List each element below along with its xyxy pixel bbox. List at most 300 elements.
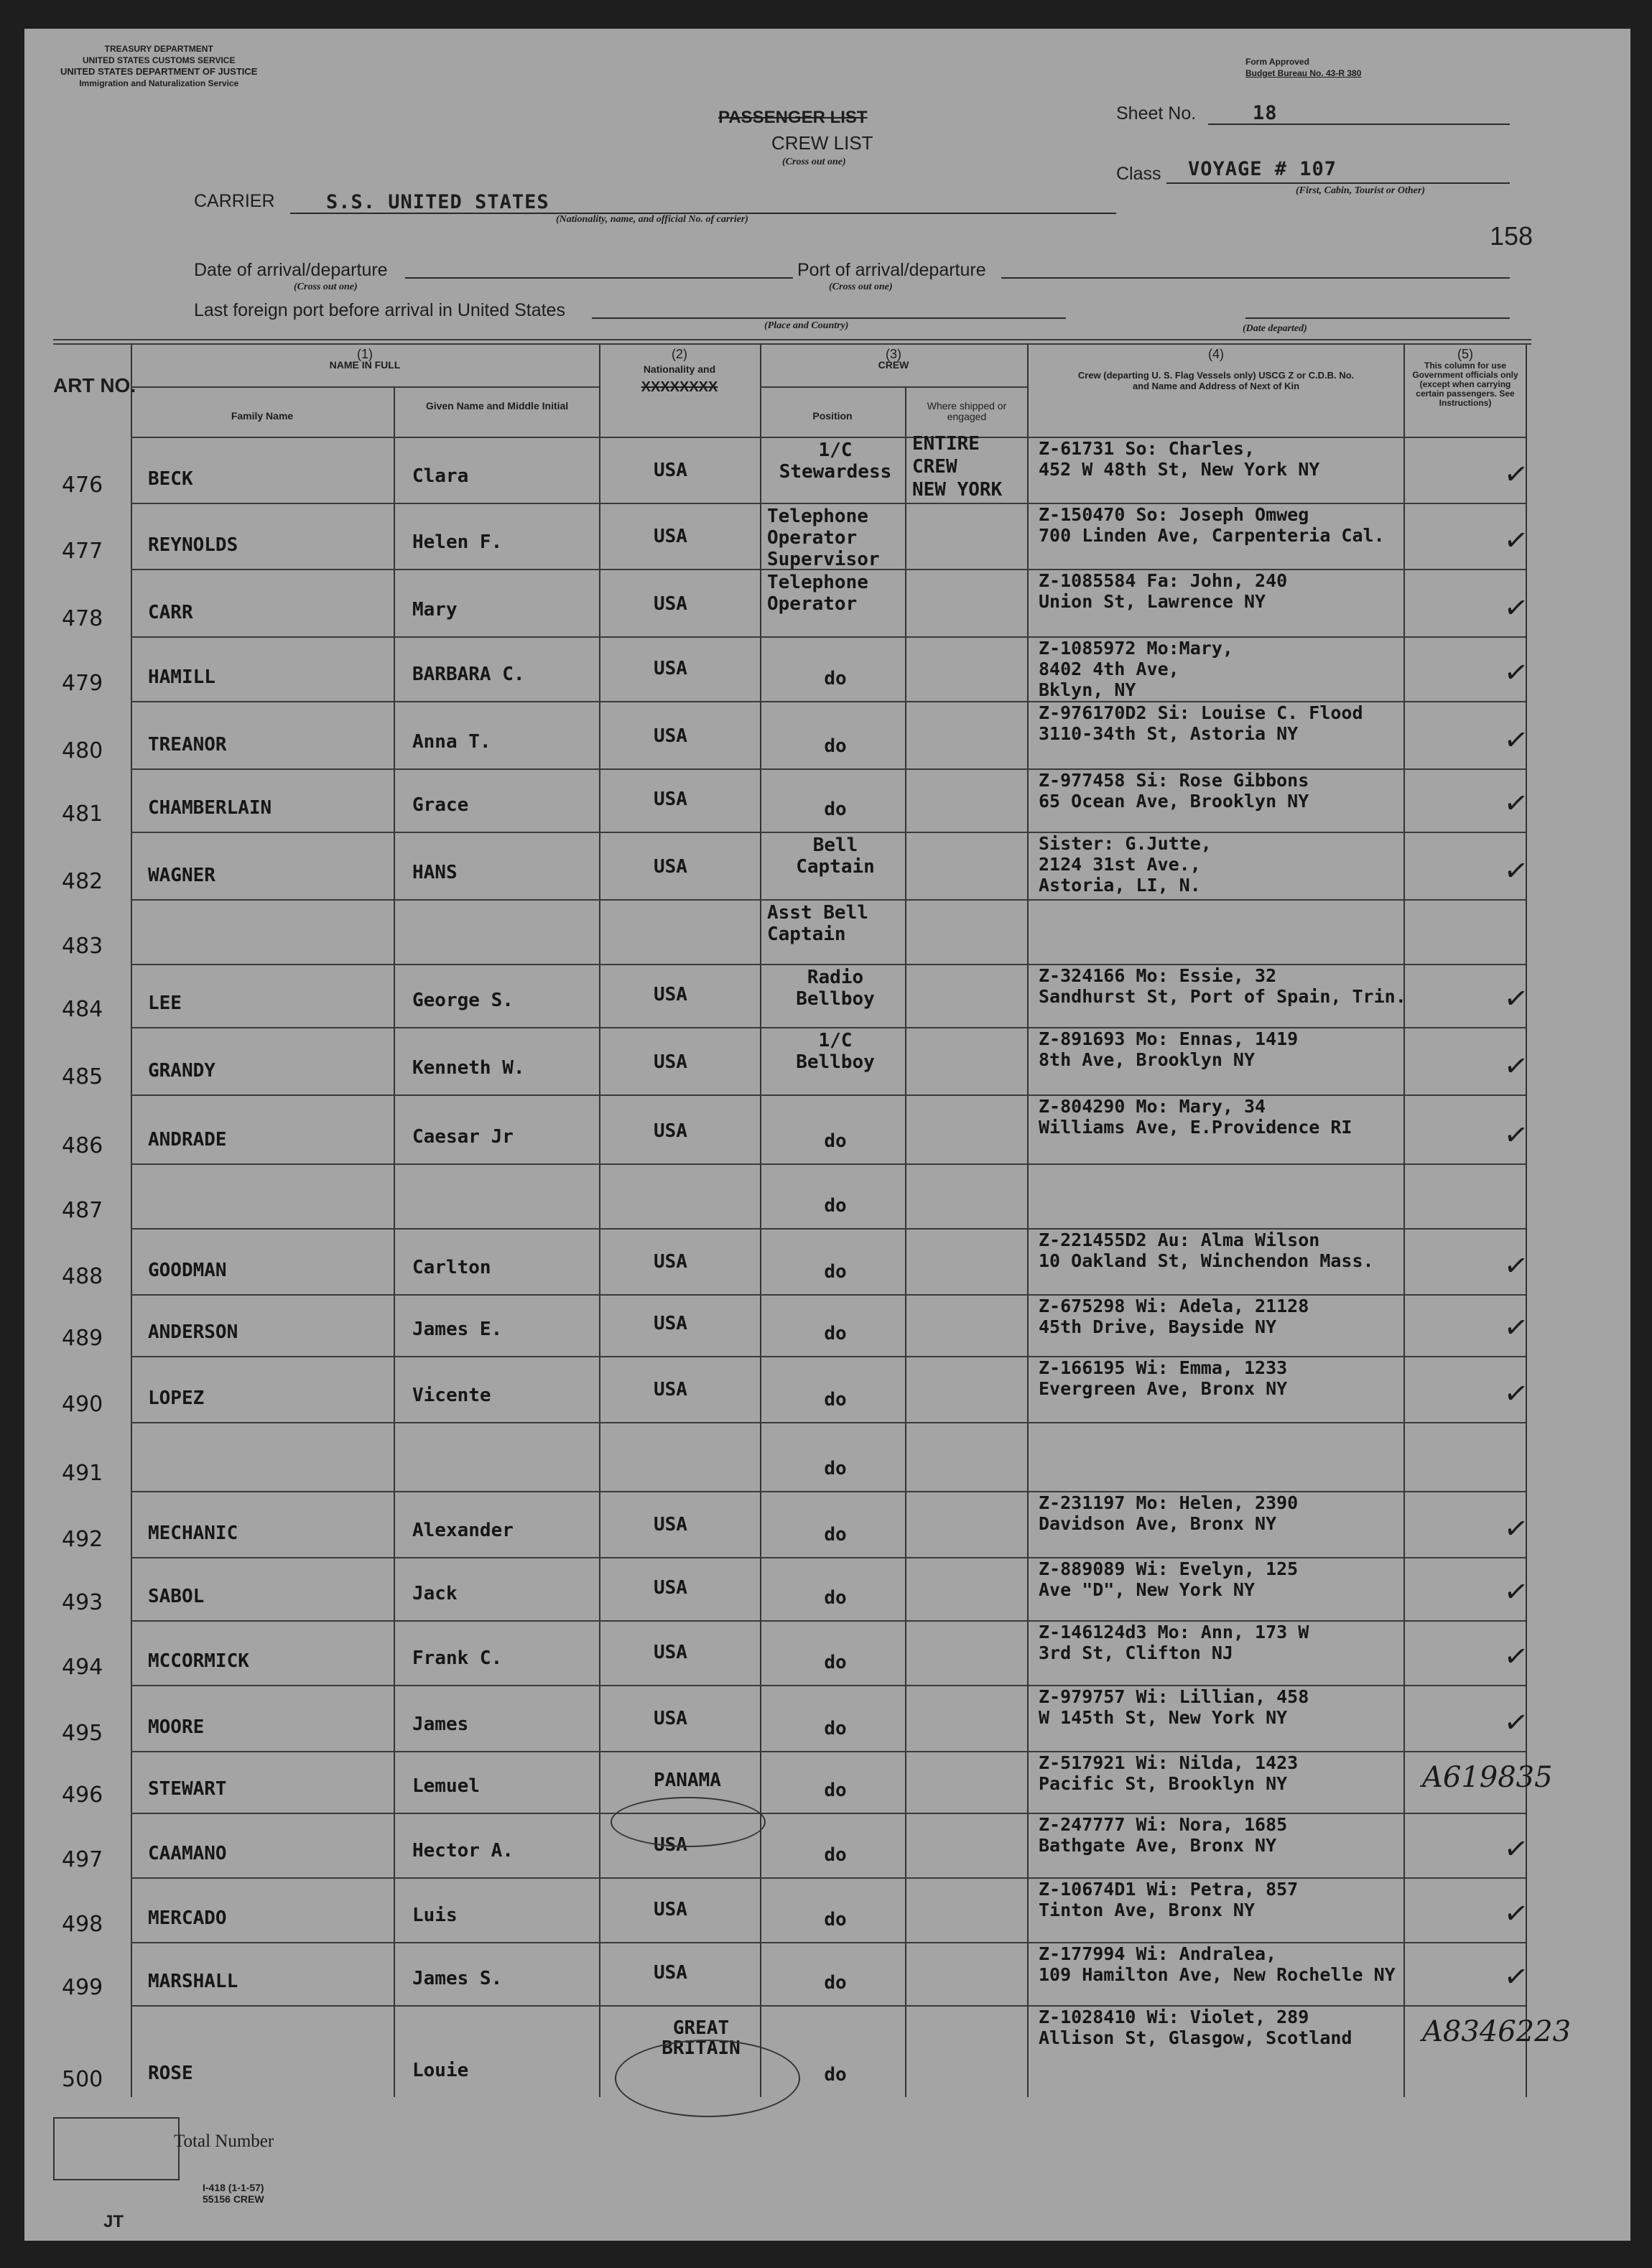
check-mark: ✓ — [1501, 1638, 1531, 1676]
given-name: Mary — [412, 599, 458, 621]
kin-line: Z-675298 Wi: Adela, 21128 — [1039, 1296, 1309, 1316]
art-number: 477 — [62, 539, 103, 564]
nationality-circle — [611, 1797, 766, 1847]
col-divider — [905, 388, 906, 2097]
col-divider — [1403, 345, 1405, 2097]
kin-line: 65 Ocean Ave, Brooklyn NY — [1039, 791, 1309, 812]
next-of-kin — [1039, 702, 1363, 744]
next-of-kin — [1039, 1622, 1309, 1663]
kin-line: 10 Oakland St, Winchendon Mass. — [1039, 1250, 1374, 1271]
position-line: 1/C — [818, 1030, 853, 1051]
position — [767, 1909, 904, 1930]
list-type-crossed: PASSENGER LIST — [718, 108, 868, 127]
last-port-label: Last foreign port before arrival in United States — [194, 300, 565, 320]
date-line — [405, 277, 793, 279]
position-line: do — [824, 1718, 847, 1739]
date-departed-note: (Date departed) — [1243, 323, 1307, 334]
kin-line: Pacific St, Brooklyn NY — [1039, 1773, 1288, 1794]
form-code: 55156 CREW — [203, 2193, 264, 2205]
nationality: USA — [654, 658, 687, 679]
col5-title: This column for use Government officials only (except when carrying certain passengers. See Instructions) — [1412, 361, 1518, 408]
family-name: LEE — [148, 993, 182, 1014]
family-name: MECHANIC — [148, 1523, 238, 1544]
nationality: USA — [654, 1251, 687, 1273]
family-name: MARSHALL — [148, 1971, 238, 1992]
kin-line: W 145th St, New York NY — [1039, 1707, 1288, 1728]
position — [767, 1130, 904, 1152]
given-name: Caesar Jr — [412, 1126, 514, 1148]
col5-header — [1405, 349, 1526, 408]
kin-line: Z-979757 Wi: Lillian, 458 — [1039, 1686, 1309, 1707]
next-of-kin — [1039, 1357, 1287, 1399]
nationality: USA — [654, 1120, 687, 1142]
position — [767, 835, 904, 878]
col2-header — [599, 349, 760, 393]
position — [767, 440, 904, 483]
col-position: Position — [812, 410, 853, 422]
subheader-rule — [760, 386, 1027, 388]
date-note: (Cross out one) — [294, 282, 358, 292]
row-rule — [131, 1751, 1526, 1752]
check-mark: ✓ — [1501, 1574, 1531, 1611]
col-art-no: ART NO. — [53, 374, 136, 396]
position — [767, 799, 904, 820]
kin-line: Z-61731 So: Charles, — [1039, 438, 1256, 459]
kin-line: Z-977458 Si: Rose Gibbons — [1039, 770, 1309, 791]
given-name: James S. — [412, 1968, 503, 1989]
port-label: Port of arrival/departure — [797, 260, 986, 280]
official-annotation: A619835 — [1422, 1761, 1553, 1794]
art-number: 478 — [62, 606, 103, 631]
next-of-kin — [1039, 965, 1406, 1007]
position — [767, 1652, 904, 1673]
art-number: 480 — [62, 738, 103, 763]
col4-header — [1029, 349, 1403, 391]
col4-number: (4) — [1208, 347, 1224, 361]
row-rule — [131, 1620, 1526, 1622]
kin-line: Z-1085972 Mo:Mary, — [1039, 638, 1233, 659]
shipped-line: CREW — [912, 456, 957, 478]
col4-title: Crew (departing U. S. Flag Vessels only) USCG Z or C.D.B. No. and Name and Address of Next of Kin — [1077, 370, 1355, 391]
kin-line: 8th Ave, Brooklyn NY — [1039, 1049, 1256, 1070]
last-port-line — [592, 317, 1066, 319]
position-line: do — [824, 668, 847, 689]
family-name: LOPEZ — [148, 1388, 205, 1409]
position-line: Operator — [767, 527, 858, 549]
family-name: TREANOR — [148, 734, 227, 756]
nationality: USA — [654, 1577, 687, 1599]
art-number: 498 — [62, 1912, 103, 1937]
family-name: GOODMAN — [148, 1260, 227, 1281]
position-line: Asst Bell — [767, 902, 868, 924]
check-mark: ✓ — [1501, 1117, 1531, 1154]
position-line: Bellboy — [796, 988, 875, 1010]
position — [767, 572, 904, 615]
art-number: 482 — [62, 869, 103, 894]
col-divider — [599, 345, 600, 2097]
check-mark: ✓ — [1501, 1704, 1531, 1742]
kin-line: Evergreen Ave, Bronx NY — [1039, 1378, 1288, 1399]
col2-title: Nationality and — [643, 363, 716, 375]
family-name: CHAMBERLAIN — [148, 797, 272, 819]
kin-line: Z-231197 Mo: Helen, 2390 — [1039, 1492, 1299, 1513]
kin-line: Z-177994 Wi: Andralea, — [1039, 1943, 1277, 1964]
initials: JT — [103, 2212, 124, 2231]
position-line: do — [824, 1389, 847, 1410]
col3-number: (3) — [886, 347, 901, 361]
position-line: Bellboy — [796, 1051, 875, 1073]
position-line: do — [824, 1844, 847, 1866]
art-number: 492 — [62, 1527, 103, 1552]
agency-line: Immigration and Naturalization Service — [79, 78, 239, 88]
kin-line: Astoria, LI, N. — [1039, 875, 1201, 896]
kin-line: Z-517921 Wi: Nilda, 1423 — [1039, 1752, 1299, 1773]
col1-title: NAME IN FULL — [329, 359, 401, 371]
row-rule — [131, 1685, 1526, 1686]
next-of-kin — [1039, 2007, 1352, 2048]
col-divider — [394, 388, 395, 2097]
position-line: do — [824, 1130, 847, 1152]
check-mark: ✓ — [1501, 1309, 1531, 1347]
position-line: Radio — [807, 967, 864, 988]
carrier-value: S.S. UNITED STATES — [326, 191, 549, 213]
form-approved: Form Approved — [1245, 57, 1309, 67]
budget-bureau: Budget Bureau No. 43-R 380 — [1245, 68, 1362, 78]
position-line: Captain — [767, 924, 846, 945]
next-of-kin — [1039, 1230, 1374, 1271]
shipped-line: NEW YORK — [912, 479, 1003, 501]
class-label: Class — [1116, 164, 1161, 184]
family-name: ANDERSON — [148, 1321, 238, 1343]
check-mark: ✓ — [1501, 852, 1531, 890]
given-name: HANS — [412, 862, 458, 883]
kin-line: 700 Linden Ave, Carpenteria Cal. — [1039, 525, 1385, 546]
position-line: do — [824, 1261, 847, 1283]
family-name: MCCORMICK — [148, 1650, 249, 1672]
position-line: do — [824, 1780, 847, 1801]
position-line: do — [824, 1652, 847, 1673]
class-line — [1166, 182, 1510, 184]
col-divider — [1027, 345, 1029, 2097]
art-number: 484 — [62, 997, 103, 1022]
position-line: Bell — [812, 835, 858, 856]
position-line: Operator — [767, 593, 858, 615]
nationality: PANAMA — [654, 1770, 721, 1791]
kin-line: Sister: G.Jutte, — [1039, 833, 1212, 854]
family-name: HAMILL — [148, 666, 215, 688]
position — [767, 735, 904, 757]
row-rule — [131, 768, 1526, 770]
position — [767, 668, 904, 689]
position — [767, 1587, 904, 1609]
kin-line: 8402 4th Ave, — [1039, 659, 1179, 679]
kin-line: 2124 31st Ave., — [1039, 854, 1201, 875]
kin-line: Sandhurst St, Port of Spain, Trin. — [1039, 986, 1406, 1007]
col2-crossed: XXXXXXXX — [641, 379, 718, 395]
next-of-kin — [1039, 1558, 1298, 1600]
col3-title: CREW — [878, 359, 909, 371]
row-rule — [131, 832, 1526, 833]
agency-line: UNITED STATES DEPARTMENT OF JUSTICE — [60, 66, 258, 77]
row-rule — [131, 1356, 1526, 1357]
next-of-kin — [1039, 1492, 1298, 1534]
kin-line: Z-891693 Mo: Ennas, 1419 — [1039, 1028, 1299, 1049]
given-name: Frank C. — [412, 1647, 503, 1669]
row-rule — [131, 899, 1526, 901]
position-line: Stewardess — [779, 461, 892, 483]
col-family-name: Family Name — [231, 410, 294, 422]
given-name: Helen F. — [412, 531, 503, 553]
next-of-kin — [1039, 1943, 1396, 1985]
kin-line: Z-166195 Wi: Emma, 1233 — [1039, 1357, 1288, 1378]
family-name: MOORE — [148, 1716, 205, 1738]
page-number: 158 — [1490, 221, 1533, 251]
family-name: ANDRADE — [148, 1129, 227, 1151]
kin-line: 452 W 48th St, New York NY — [1039, 459, 1320, 480]
family-name: GRANDY — [148, 1060, 215, 1082]
kin-line: Z-1085584 Fa: John, 240 — [1039, 570, 1288, 591]
given-name: BARBARA C. — [412, 664, 525, 685]
position-line: do — [824, 1458, 847, 1479]
table-top-rule — [53, 343, 1531, 345]
given-name: Jack — [412, 1583, 458, 1604]
shipped-line: ENTIRE — [912, 433, 980, 455]
check-mark: ✓ — [1501, 1831, 1531, 1868]
row-rule — [131, 1491, 1526, 1492]
next-of-kin — [1039, 770, 1309, 812]
check-mark: ✓ — [1501, 1247, 1531, 1285]
cross-out-note: (Cross out one) — [782, 157, 846, 167]
position-line: do — [824, 735, 847, 757]
next-of-kin — [1039, 570, 1287, 612]
official-annotation: A8346223 — [1422, 2015, 1572, 2048]
nationality: USA — [654, 1899, 687, 1920]
given-name: Carlton — [412, 1257, 491, 1278]
nationality: USA — [654, 725, 687, 747]
family-name: CARR — [148, 602, 193, 623]
position-line: do — [824, 2064, 847, 2086]
row-rule — [131, 1557, 1526, 1558]
art-number: 500 — [62, 2067, 103, 2092]
position — [767, 1972, 904, 1994]
next-of-kin — [1039, 1814, 1287, 1856]
col-where-shipped: Where shipped or engaged — [927, 400, 1007, 422]
port-note: (Cross out one) — [829, 282, 893, 292]
art-number: 497 — [62, 1847, 103, 1872]
next-of-kin — [1039, 1296, 1309, 1337]
row-rule — [131, 1877, 1526, 1879]
kin-line: Z-247777 Wi: Nora, 1685 — [1039, 1814, 1288, 1835]
class-note: (First, Cabin, Tourist or Other) — [1296, 185, 1425, 196]
nationality: USA — [654, 1834, 687, 1856]
next-of-kin — [1039, 1028, 1298, 1070]
kin-line: Bathgate Ave, Bronx NY — [1039, 1835, 1277, 1856]
row-rule — [131, 1294, 1526, 1296]
art-number: 485 — [62, 1064, 103, 1089]
nationality: USA — [654, 460, 687, 481]
given-name: George S. — [412, 990, 514, 1011]
nationality: USA — [654, 593, 687, 615]
list-type: CREW LIST — [771, 132, 873, 154]
position-line: Supervisor — [767, 549, 880, 570]
given-name: Clara — [412, 465, 469, 487]
position — [767, 1458, 904, 1479]
nationality: USA — [654, 856, 687, 878]
art-number: 486 — [62, 1133, 103, 1158]
kin-line: Z-221455D2 Au: Alma Wilson — [1039, 1230, 1320, 1250]
given-name: Luis — [412, 1905, 458, 1926]
next-of-kin — [1039, 504, 1385, 546]
check-mark: ✓ — [1501, 722, 1531, 759]
kin-line: 3110-34th St, Astoria NY — [1039, 723, 1299, 744]
position — [767, 1261, 904, 1283]
kin-line: Union St, Lawrence NY — [1039, 591, 1266, 612]
next-of-kin — [1039, 638, 1233, 700]
col3-header — [760, 349, 1027, 371]
table-top-rule — [53, 339, 1531, 340]
check-mark: ✓ — [1501, 1048, 1531, 1085]
position — [767, 1195, 904, 1217]
agency-line: TREASURY DEPARTMENT — [104, 44, 213, 54]
total-number-label: Total Number — [174, 2132, 274, 2151]
kin-line: Z-10674D1 Wi: Petra, 857 — [1039, 1879, 1299, 1900]
next-of-kin — [1039, 1686, 1309, 1728]
family-name: BECK — [148, 468, 193, 490]
position — [767, 1030, 904, 1073]
position-line: Captain — [796, 856, 875, 878]
family-name: STEWART — [148, 1778, 227, 1800]
family-name: SABOL — [148, 1586, 205, 1607]
kin-line: Z-976170D2 Si: Louise C. Flood — [1039, 702, 1363, 723]
kin-line: 109 Hamilton Ave, New Rochelle NY — [1039, 1964, 1396, 1985]
kin-line: 3rd St, Clifton NJ — [1039, 1642, 1233, 1663]
position-line: 1/C — [818, 440, 853, 461]
date-label: Date of arrival/departure — [194, 260, 388, 280]
date-departed-line — [1245, 317, 1510, 319]
art-number: 488 — [62, 1264, 103, 1289]
next-of-kin — [1039, 1879, 1298, 1920]
position — [767, 902, 904, 945]
family-name: ROSE — [148, 2063, 193, 2084]
art-number: 495 — [62, 1721, 103, 1746]
check-mark: ✓ — [1501, 654, 1531, 692]
next-of-kin — [1039, 438, 1319, 480]
art-number: 491 — [62, 1461, 103, 1486]
given-name: Hector A. — [412, 1840, 514, 1862]
kin-line: Davidson Ave, Bronx NY — [1039, 1513, 1277, 1534]
kin-line: Tinton Ave, Bronx NY — [1039, 1900, 1256, 1920]
row-rule — [131, 1027, 1526, 1028]
family-name: WAGNER — [148, 865, 215, 886]
family-name: MERCADO — [148, 1907, 227, 1929]
position-line: Telephone — [767, 506, 868, 527]
kin-line: Z-324166 Mo: Essie, 32 — [1039, 965, 1277, 986]
kin-line: Williams Ave, E.Providence RI — [1039, 1117, 1352, 1138]
check-mark: ✓ — [1501, 456, 1531, 493]
position — [767, 506, 904, 570]
nationality: GREAT BRITAIN — [662, 2017, 741, 2059]
col-given-name: Given Name and Middle Initial — [425, 400, 569, 412]
family-name: CAAMANO — [148, 1843, 227, 1864]
given-name: Alexander — [412, 1520, 514, 1541]
check-mark: ✓ — [1501, 590, 1531, 627]
subheader-rule — [131, 386, 599, 388]
nationality-circle — [615, 2040, 800, 2117]
next-of-kin — [1039, 1096, 1352, 1138]
position-line: do — [824, 1323, 847, 1344]
row-rule — [131, 1813, 1526, 1814]
check-mark: ✓ — [1501, 1510, 1531, 1548]
art-number: 487 — [62, 1198, 103, 1223]
art-number: 496 — [62, 1783, 103, 1808]
port-line — [1001, 277, 1510, 279]
sheet-label: Sheet No. — [1116, 103, 1197, 124]
position — [767, 1323, 904, 1344]
art-number: 494 — [62, 1655, 103, 1680]
position — [767, 1844, 904, 1866]
check-mark: ✓ — [1501, 980, 1531, 1018]
col1-header — [131, 349, 599, 371]
agency-line: UNITED STATES CUSTOMS SERVICE — [82, 55, 236, 65]
given-name: Grace — [412, 794, 469, 816]
check-mark: ✓ — [1501, 1375, 1531, 1413]
kin-line: Z-804290 Mo: Mary, 34 — [1039, 1096, 1266, 1117]
class-value: VOYAGE # 107 — [1188, 158, 1337, 180]
check-mark: ✓ — [1501, 1958, 1531, 1996]
row-rule — [131, 636, 1526, 638]
art-number: 489 — [62, 1326, 103, 1351]
next-of-kin — [1039, 1752, 1298, 1794]
art-number: 481 — [62, 801, 103, 827]
position-line: do — [824, 799, 847, 820]
family-name: REYNOLDS — [148, 534, 238, 556]
crew-list-form — [24, 29, 1630, 2241]
position-line: do — [824, 1909, 847, 1930]
art-number: 499 — [62, 1975, 103, 2000]
art-number: 490 — [62, 1392, 103, 1417]
total-number-box — [53, 2117, 180, 2180]
position-line: Telephone — [767, 572, 868, 593]
col5-number: (5) — [1457, 347, 1473, 361]
nationality: USA — [654, 526, 687, 547]
kin-line: Z-889089 Wi: Evelyn, 125 — [1039, 1558, 1299, 1579]
art-number: 476 — [62, 473, 103, 498]
row-rule — [131, 1163, 1526, 1165]
check-mark: ✓ — [1501, 522, 1531, 559]
kin-line: Allison St, Glasgow, Scotland — [1039, 2027, 1352, 2048]
position — [767, 967, 904, 1010]
form-number: I-418 (1-1-57) — [203, 2182, 264, 2193]
kin-line: Z-1028410 Wi: Violet, 289 — [1039, 2007, 1309, 2027]
check-mark: ✓ — [1501, 785, 1531, 822]
nationality: USA — [654, 1708, 687, 1729]
kin-line: Z-146124d3 Mo: Ann, 173 W — [1039, 1622, 1309, 1642]
kin-line: Ave "D", New York NY — [1039, 1579, 1256, 1600]
position-line: do — [824, 1524, 847, 1546]
nationality: USA — [654, 984, 687, 1005]
agency-header — [60, 43, 257, 89]
position-line: do — [824, 1587, 847, 1609]
nationality: USA — [654, 789, 687, 810]
col-divider — [131, 345, 132, 2097]
position — [767, 1389, 904, 1410]
carrier-note: (Nationality, name, and official No. of carrier) — [556, 214, 748, 225]
kin-line: Z-150470 So: Joseph Omweg — [1039, 504, 1309, 525]
check-mark: ✓ — [1501, 1895, 1531, 1933]
row-rule — [131, 1422, 1526, 1423]
next-of-kin — [1039, 833, 1212, 896]
nationality: USA — [654, 1642, 687, 1663]
